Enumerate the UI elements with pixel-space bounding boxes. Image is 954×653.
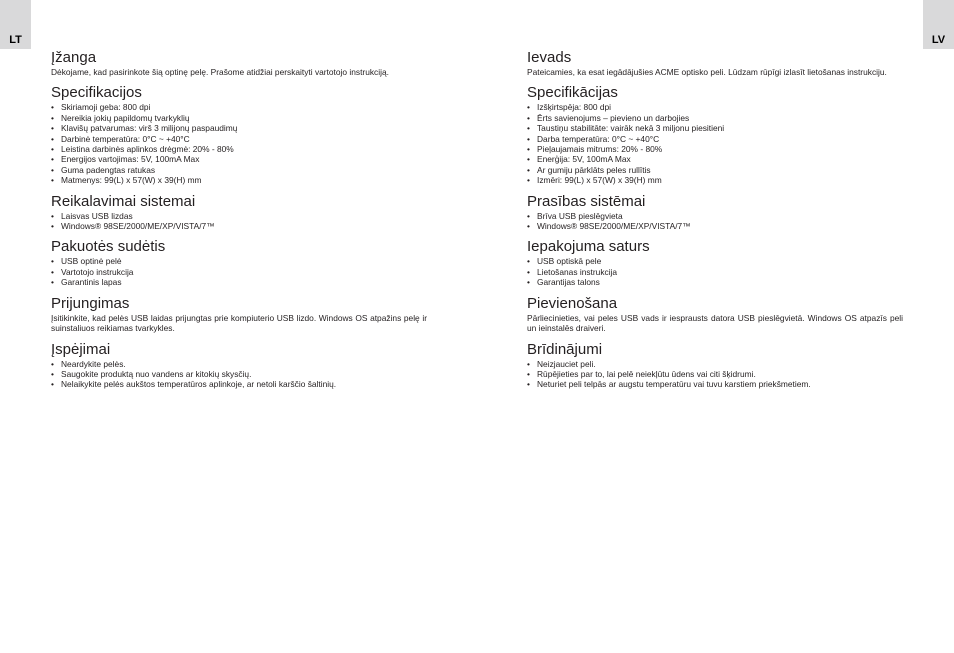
warnings-list [527, 359, 903, 390]
list-item: • Neizjauciet peli. [527, 359, 903, 369]
heading-specs: Specifikacijos [51, 84, 142, 102]
list-item: • Neturiet peli telpās ar augstu temperatūru vai tuvu karstiem priekšmetiem. [527, 379, 903, 389]
system-list [527, 211, 903, 232]
section-system [51, 193, 427, 232]
list-item: • Guma padengtas ratukas [51, 165, 427, 175]
section-intro [51, 49, 427, 77]
intro-text: Dėkojame, kad pasirinkote šią optinę pelę. Prašome atidžiai perskaityti vartotojo instrukciją. [51, 67, 389, 77]
list-item: • Nereikia jokių papildomų tvarkyklių [51, 113, 427, 123]
section-connect [527, 295, 903, 334]
list-item: • Ērts savienojums – pievieno un darbojies [527, 113, 903, 123]
section-warnings [527, 341, 903, 390]
list-item: • Darba temperatūra: 0°C ~ +40°C [527, 134, 903, 144]
list-item: • Brīva USB pieslēgvieta [527, 211, 903, 221]
warnings-list [51, 359, 427, 390]
heading-package: Iepakojuma saturs [527, 238, 650, 256]
list-item: • USB optiskā pele [527, 256, 903, 266]
section-specs [527, 84, 903, 185]
list-item: • Vartotojo instrukcija [51, 267, 427, 277]
list-item: • Skiriamoji geba: 800 dpi [51, 102, 427, 112]
heading-system: Prasības sistēmai [527, 192, 646, 210]
list-item: • Nelaikykite pelės aukštos temperatūros aplinkoje, ar netoli karščio šaltinių. [51, 379, 427, 389]
section-connect [51, 295, 427, 334]
heading-intro: Įžanga [51, 49, 97, 66]
list-item: • USB optinė pelė [51, 256, 427, 266]
list-item: • Taustiņu stabilitāte: vairāk nekā 3 miljonu piesitieni [527, 123, 903, 133]
heading-warnings: Brīdinājumi [527, 340, 603, 358]
column-latvian [527, 49, 903, 397]
list-item: • Windows® 98SE/2000/ME/XP/VISTA/7™ [51, 221, 427, 231]
section-system [527, 193, 903, 232]
list-item: • Matmenys: 99(L) x 57(W) x 39(H) mm [51, 175, 427, 185]
heading-package: Pakuotės sudėtis [51, 238, 166, 256]
section-package [51, 238, 427, 287]
list-item: • Klavišų patvarumas: virš 3 milijonų paspaudimų [51, 123, 427, 133]
list-item: • Enerģija: 5V, 100mA Max [527, 154, 903, 164]
system-list [51, 211, 427, 232]
list-item: • Saugokite produktą nuo vandens ar kitokių skysčių. [51, 369, 427, 379]
list-item: • Izmēri: 99(L) x 57(W) x 39(H) mm [527, 175, 903, 185]
list-item: • Neardykite pelės. [51, 359, 427, 369]
section-package [527, 238, 903, 287]
language-tab-lv-label: LV [931, 34, 946, 46]
section-specs [51, 84, 427, 185]
heading-intro: Ievads [527, 49, 572, 66]
intro-text: Pateicamies, ka esat iegādājušies ACME optisko peli. Lūdzam rūpīgi izlasīt lietošanas instrukciju. [527, 67, 887, 77]
section-intro [527, 49, 903, 77]
section-warnings [51, 341, 427, 390]
list-item: • Energijos vartojimas: 5V, 100mA Max [51, 154, 427, 164]
language-tab-lt [0, 0, 31, 49]
list-item: • Lietošanas instrukcija [527, 267, 903, 277]
column-lithuanian [51, 49, 427, 397]
package-list [527, 256, 903, 287]
heading-system: Reikalavimai sistemai [51, 192, 196, 210]
language-tab-lt-label: LT [9, 34, 22, 46]
list-item: • Garantijas talons [527, 277, 903, 287]
list-item: • Garantinis lapas [51, 277, 427, 287]
list-item: • Windows® 98SE/2000/ME/XP/VISTA/7™ [527, 221, 903, 231]
heading-connect: Pievienošana [527, 294, 618, 312]
heading-warnings: Įspėjimai [51, 340, 111, 358]
list-item: • Ar gumiju pārklāts peles rullītis [527, 165, 903, 175]
connect-text: Įsitikinkite, kad pelės USB laidas prijungtas prie kompiuterio USB lizdo. Windows OS atpažins pelę ir suinstaliuos reikiamas tvarkykles. [51, 312, 427, 334]
language-tab-lv [923, 0, 954, 49]
list-item: • Rūpējieties par to, lai pelē neiekļūtu ūdens vai citi šķidrumi. [527, 369, 903, 379]
list-item: • Leistina darbinės aplinkos drėgmė: 20% - 80% [51, 144, 427, 154]
specs-list [527, 102, 903, 185]
heading-connect: Prijungimas [51, 294, 130, 312]
package-list [51, 256, 427, 287]
list-item: • Izšķirtspēja: 800 dpi [527, 102, 903, 112]
specs-list [51, 102, 427, 185]
list-item: • Darbinė temperatūra: 0°C ~ +40°C [51, 134, 427, 144]
list-item: • Laisvas USB lizdas [51, 211, 427, 221]
connect-text: Pārliecinieties, vai peles USB vads ir iesprausts datora USB pieslēgvietā. Windows OS atpazīs peli un ieinstalēs draiveri. [527, 312, 903, 334]
heading-specs: Specifikācijas [527, 84, 618, 102]
list-item: • Pieļaujamais mitrums: 20% - 80% [527, 144, 903, 154]
